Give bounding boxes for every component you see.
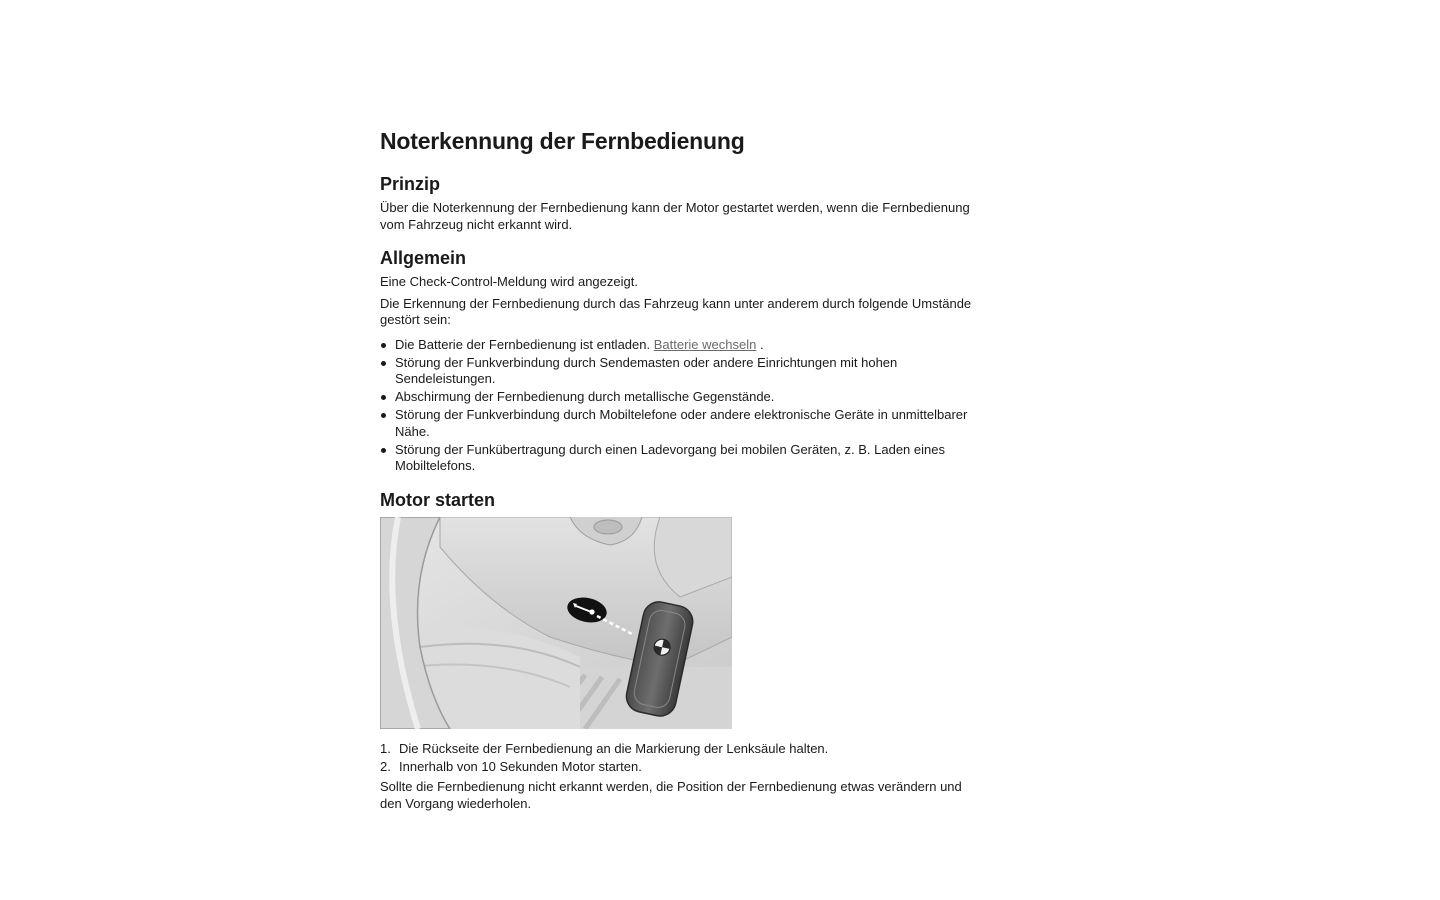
list-item <box>380 337 980 354</box>
battery-change-link[interactable]: Batterie wechseln <box>653 336 757 352</box>
bullet-icon <box>381 413 386 418</box>
prinzip-text: Über die Noterkennung der Fernbedienung kann der Motor gestartet werden, wenn die Fernbedienung vom Fahrzeug nicht erkannt wird. <box>380 200 970 232</box>
remote-key-steering-column-illustration <box>380 517 732 729</box>
section-heading-motor-starten: Motor starten <box>380 489 496 510</box>
step-text: Die Rückseite der Fernbedienung an die Markierung der Lenksäule halten. <box>399 740 829 756</box>
list-item-text: Abschirmung der Fernbedienung durch metallische Gegenstände. <box>395 389 775 404</box>
motor-note: Sollte die Fernbedienung nicht erkannt werden, die Position der Fernbedienung etwas verändern und den Vorgang wiederholen. <box>380 779 962 811</box>
bullet-icon <box>381 448 386 453</box>
list-item <box>380 759 980 776</box>
step-text: Innerhalb von 10 Sekunden Motor starten. <box>399 758 642 774</box>
allgemein-paragraph-1: Eine Check-Control-Meldung wird angezeigt. <box>380 274 638 289</box>
list-item-suffix: . <box>759 336 764 352</box>
section-heading-prinzip: Prinzip <box>380 174 441 194</box>
list-item <box>380 442 980 475</box>
step-number: 2. <box>380 758 391 774</box>
bullet-icon <box>381 343 386 348</box>
allgemein-paragraph-2: Die Erkennung der Fernbedienung durch das Fahrzeug kann unter anderem durch folgende Umstände gestört sein: <box>380 295 972 327</box>
section-allgemein <box>380 247 980 475</box>
list-item <box>380 355 980 388</box>
steps-list <box>380 741 980 776</box>
list-item-text: Störung der Funkverbindung durch Sendemasten oder andere Einrichtungen mit hohen Sendeleistungen. <box>395 354 898 386</box>
list-item <box>380 407 980 440</box>
step-number: 1. <box>380 740 391 756</box>
list-item-text: Störung der Funkverbindung durch Mobiltelefone oder andere elektronische Geräte in unmittelbarer Nähe. <box>395 407 968 439</box>
bullet-list <box>380 337 980 475</box>
list-item-text: Die Batterie der Fernbedienung ist entladen. <box>395 336 651 352</box>
bullet-icon <box>381 361 386 366</box>
article <box>380 124 980 826</box>
bullet-icon <box>381 395 386 400</box>
list-item <box>380 741 980 758</box>
section-prinzip <box>380 173 980 233</box>
section-heading-allgemein: Allgemein <box>380 248 467 268</box>
list-item-text: Störung der Funkübertragung durch einen Ladevorgang bei mobilen Geräten, z. B. Laden eines Mobiltelefons. <box>395 441 945 473</box>
section-motor-starten <box>380 489 980 813</box>
list-item <box>380 389 980 406</box>
page-title: Noterkennung der Fernbedienung <box>380 128 745 154</box>
